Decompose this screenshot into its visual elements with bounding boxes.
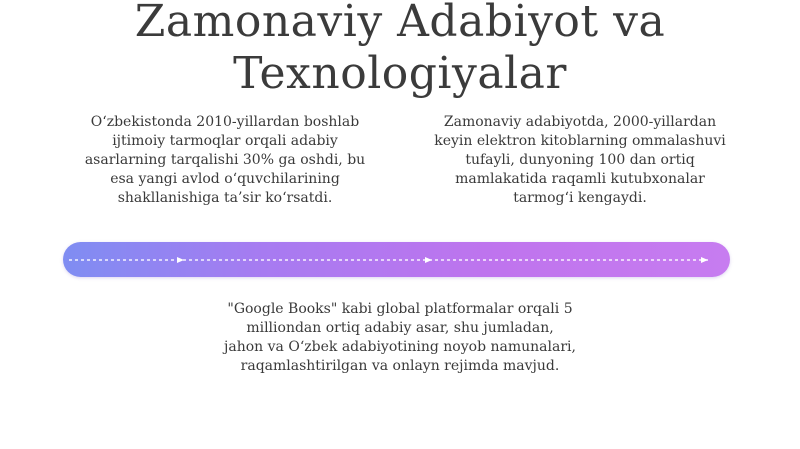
text-line: mamlakatida raqamli kutubxonalar — [455, 171, 705, 187]
dashed-arrow-line-icon — [63, 242, 730, 277]
text-line: esa yangi avlod o‘quvchilarining — [110, 171, 340, 187]
text-line: asarlarning tarqalishi 30% ga oshdi, bu — [84, 152, 366, 168]
text-block-ebooks — [415, 113, 745, 208]
title-line-1: Zamonaviy Adabiyot va — [134, 0, 666, 47]
text-line: shakllanishiga ta’sir ko‘rsatdi. — [117, 190, 333, 206]
timeline-bar — [63, 242, 730, 277]
text-line: O‘zbekistonda 2010-yillardan boshlab — [90, 114, 360, 130]
page-title — [0, 0, 800, 100]
text-line: tufayli, dunyoning 100 dan ortiq — [465, 152, 695, 168]
text-line: "Google Books" kabi global platformalar orqali 5 — [227, 301, 573, 317]
text-line: keyin elektron kitoblarning ommalashuvi — [434, 133, 726, 149]
text-line: raqamlashtirilgan va onlayn rejimda mavjud. — [240, 358, 560, 374]
text-line: milliondan ortiq adabiy asar, shu jumladan, — [246, 320, 554, 336]
text-line: Zamonaviy adabiyotda, 2000-yillardan — [443, 114, 717, 130]
text-line: ijtimoiy tarmoqlar orqali adabiy — [112, 133, 338, 149]
text-line: jahon va O‘zbek adabiyotining noyob namunalari, — [224, 339, 576, 355]
title-line-2: Texnologiyalar — [233, 48, 567, 99]
text-line: tarmog‘i kengaydi. — [513, 190, 647, 206]
text-block-social-media — [60, 113, 390, 208]
text-block-google-books — [210, 300, 590, 376]
